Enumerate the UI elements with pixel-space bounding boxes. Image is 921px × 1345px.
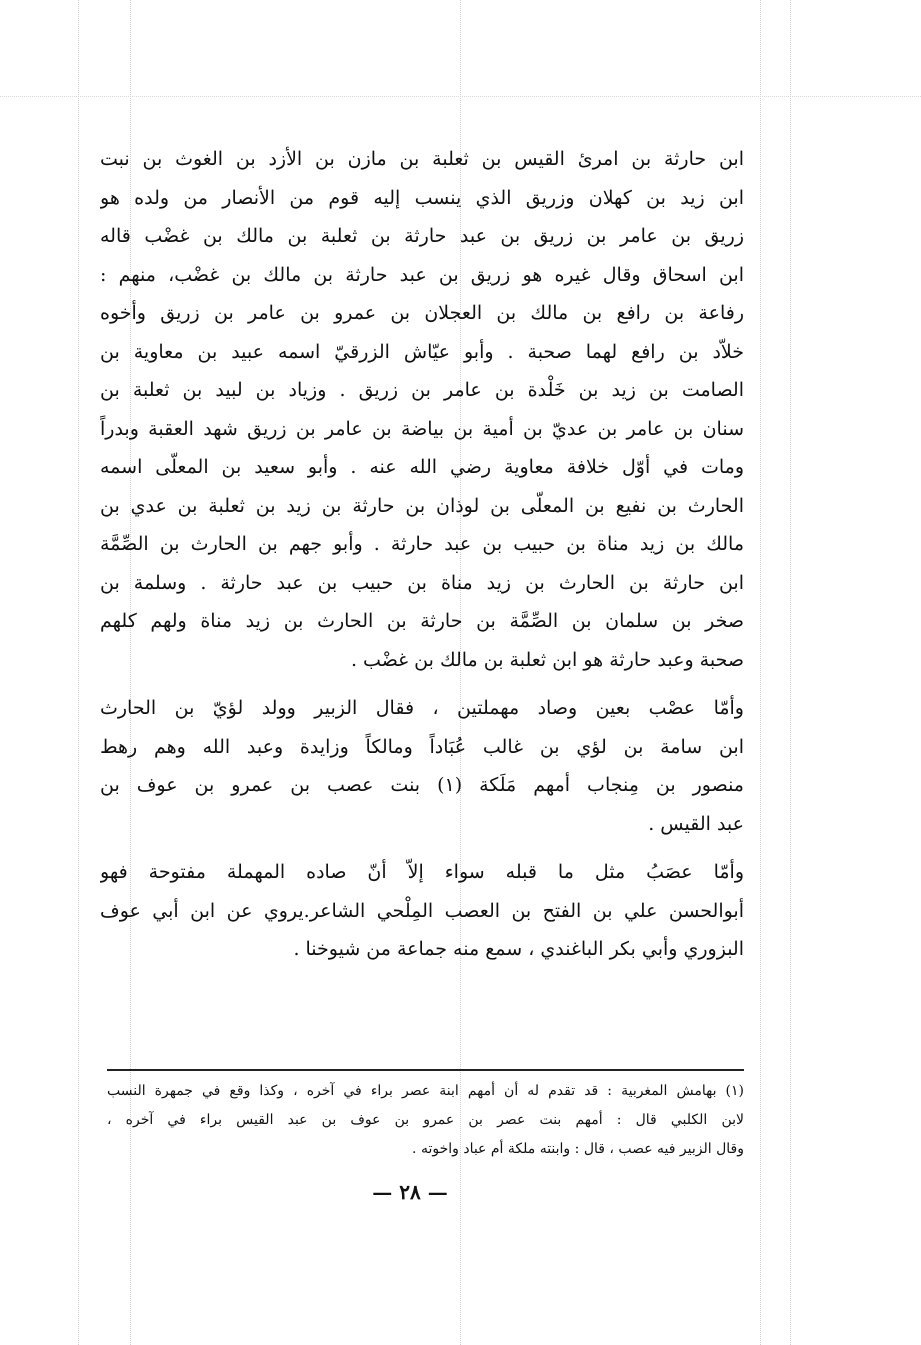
text-line: البزوري وأبي بكر الباغندي ، سمع منه جماعة من شيوخنا .: [293, 938, 744, 960]
scan-guide-line: [790, 0, 791, 1345]
text-line: وأمّا عصْب بعين وصاد مهملتين ، فقال الزبير وولد لؤيّ بن الحارث: [100, 697, 744, 719]
text-line: أبوالحسن علي بن الفتح بن العصب المِلْحي الشاعر.يروي عن ابن أبي عوف: [100, 899, 744, 922]
text-line: صحبة وعبد حارثة هو ابن ثعلبة بن مالك بن غضْب .: [350, 648, 744, 671]
text-line: مالك بن زيد مناة بن حبيب بن عبد حارثة . وأبو جهم بن الحارث بن الصِّمَّة: [100, 533, 744, 555]
paragraph-gap: [100, 843, 744, 853]
scan-guide-line: [0, 96, 921, 97]
text-line: ومات في أوّل خلافة معاوية رضي الله عنه . وأبو سعيد بن المعلّى اسمه: [100, 456, 744, 478]
text-line: خلاّد بن رافع لهما صحبة . وأبو عيّاش الزرقيّ اسمه عبيد بن معاوية بن: [100, 340, 744, 363]
footnote-line: وقال الزبير فيه عصب ، قال : وابنته ملكة أم عباد واخوته .: [412, 1141, 744, 1157]
text-line: ابن اسحاق وقال غيره هو زريق بن عبد حارثة بن مالك بن غضْب، منهم :: [100, 263, 744, 286]
text-line: ابن حارثة بن الحارث بن زيد مناة بن حبيب بن عبد حارثة . وسلمة بن: [100, 571, 744, 594]
page-number: — ٢٨ —: [372, 1180, 448, 1204]
text-line: منصور بن مِنجاب أمهم مَلَكة (١) بنت عصب بن عمرو بن عوف بن: [100, 774, 744, 796]
text-line: وأمّا عصَبُ مثل ما قبله سواء إلاّ أنّ صاده المهملة مفتوحة فهو: [100, 861, 744, 883]
text-line: ابن سامة بن لؤي بن غالب عُبَاداً ومالكاً وزايدة وعبد الله وهم رهط: [100, 735, 744, 758]
paragraph-gap: [100, 679, 744, 689]
paragraph-2: [100, 689, 744, 843]
text-line: سنان بن عامر بن عديّ بن أمية بن بياضة بن عامر بن زريق شهد العقبة وبدراً: [100, 417, 744, 440]
text-line: الصامت بن زيد بن خَلْدة بن عامر بن زريق . وزياد بن لبيد بن ثعلبة بن: [100, 379, 744, 401]
text-line: صخر بن سلمان بن الصِّمَّة بن حارثة بن الحارث بن زيد مناة ولهم كلهم: [100, 610, 744, 632]
footnote-line: لابن الكلبي قال : أمهم بنت عصر بن عمرو بن عوف بن عبد القيس براء في آخره ،: [107, 1112, 744, 1128]
text-line: عبد القيس .: [648, 812, 744, 835]
paragraph-1: [100, 140, 744, 679]
text-line: ابن زيد بن كهلان وزريق الذي ينسب إليه قوم من الأنصار من ولده هو: [100, 186, 744, 209]
footnote-line: (١) بهامش المغربية : قد تقدم له أن أمهم ابنة عصر براء في آخره ، وكذا وقع في جمهرة النسب: [107, 1083, 744, 1099]
paragraph-3: [100, 853, 744, 969]
footnote-divider: [107, 1069, 744, 1071]
text-line: ابن حارثة بن امرئ القيس بن ثعلبة بن مازن بن الأزد بن الغوث بن نبت: [100, 148, 744, 170]
scan-guide-line: [760, 0, 761, 1345]
main-text: [100, 140, 744, 969]
scan-guide-line: [78, 0, 79, 1345]
footnotes: [107, 1077, 744, 1164]
text-line: زريق بن عامر بن زريق بن عبد حارثة بن ثعلبة بن مالك بن غضْب قاله: [100, 225, 744, 247]
text-line: الحارث بن نفيع بن المعلّى بن لوذان بن حارثة بن زيد بن ثعلبة بن عدي بن: [100, 494, 744, 517]
text-line: رفاعة بن رافع بن مالك بن العجلان بن عمرو بن عامر بن زريق وأخوه: [100, 302, 744, 324]
